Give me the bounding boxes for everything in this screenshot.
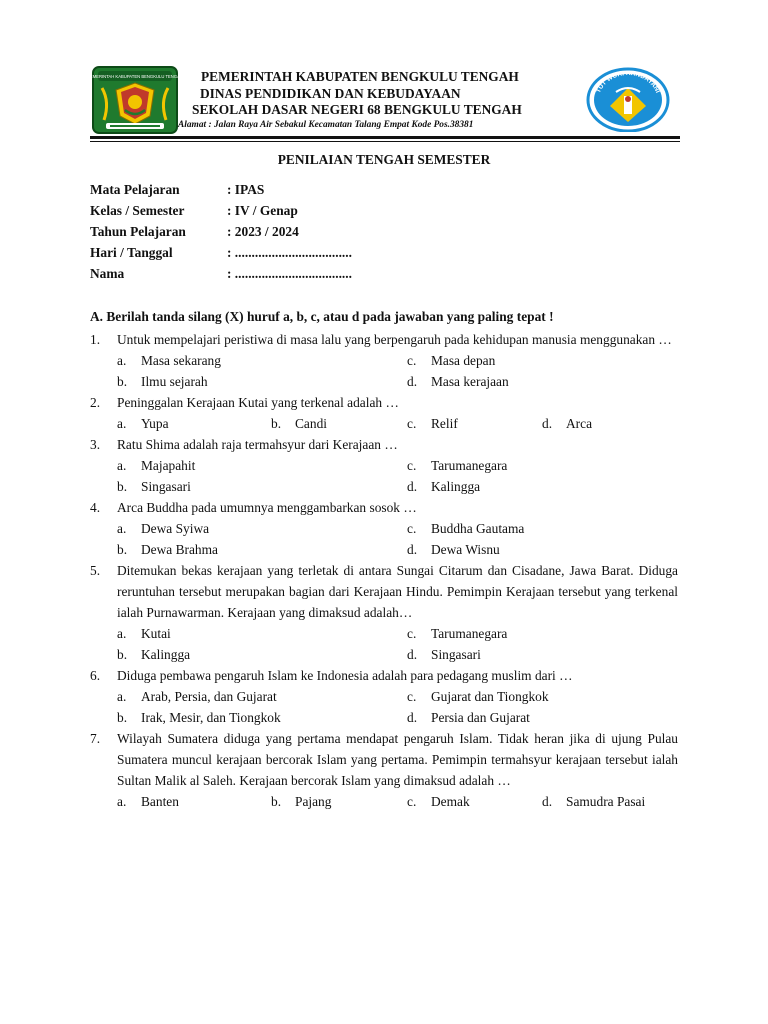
options-row	[117, 413, 678, 434]
option-text: Relif	[431, 416, 458, 431]
option-letter: a.	[117, 689, 127, 704]
answer-option[interactable]	[407, 686, 549, 707]
option-letter: a.	[117, 626, 127, 641]
info-label: Tahun Pelajaran	[90, 224, 186, 239]
option-text: Kutai	[141, 626, 171, 641]
option-text: Singasari	[431, 647, 481, 662]
option-text: Arab, Persia, dan Gujarat	[141, 689, 277, 704]
question-text: Ratu Shima adalah raja termahsyur dari Kerajaan …	[117, 437, 398, 452]
info-label: Kelas / Semester	[90, 203, 185, 218]
question-stem	[90, 560, 678, 623]
option-text: Masa depan	[431, 353, 496, 368]
option-text: Dewa Wisnu	[431, 542, 500, 557]
question-text: Wilayah Sumatera diduga yang pertama mendapat pengaruh Islam. Tidak heran jika di ujung Pulau Sumatera muncul kerajaan bercorak Islam yang pertama. Pemimpin termahsyur kerajaan tersebut ialah Sultan Malik al Saleh. Kerajaan bercorak Islam yang dimaksud adalah …	[117, 731, 678, 788]
question-stem	[90, 392, 678, 413]
answer-option[interactable]	[407, 644, 481, 665]
question-list	[90, 329, 678, 812]
question-item	[90, 665, 678, 728]
info-row	[90, 182, 352, 203]
option-text: Dewa Syiwa	[141, 521, 210, 536]
options-row	[117, 686, 678, 707]
letterhead-address: Alamat : Jalan Raya Air Sebakul Kecamatan Talang Empat Kode Pos.38381	[178, 119, 474, 130]
option-text: Demak	[431, 794, 470, 809]
option-text: Ilmu sejarah	[141, 374, 208, 389]
letterhead-department: DINAS PENDIDIKAN DAN KEBUDAYAAN	[200, 85, 461, 101]
letterhead-rule-thick	[90, 136, 680, 139]
letterhead-rule-thin	[90, 141, 680, 142]
option-letter: b.	[271, 416, 282, 431]
question-number: 6.	[90, 668, 101, 683]
option-letter: d.	[407, 647, 418, 662]
options-row	[117, 791, 678, 812]
question-text: Diduga pembawa pengaruh Islam ke Indonesia adalah para pedagang muslim dari …	[117, 668, 573, 683]
option-letter: d.	[407, 542, 418, 557]
answer-option[interactable]	[117, 539, 218, 560]
answer-option[interactable]	[407, 791, 470, 812]
info-label: Hari / Tanggal	[90, 245, 173, 260]
option-letter: b.	[117, 374, 128, 389]
option-text: Kalingga	[431, 479, 481, 494]
letterhead-school: SEKOLAH DASAR NEGERI 68 BENGKULU TENGAH	[192, 102, 522, 117]
answer-option[interactable]	[117, 623, 171, 644]
question-text: Untuk mempelajari peristiwa di masa lalu yang berpengaruh pada kehidupan manusia menggunakan …	[117, 332, 672, 347]
option-letter: c.	[407, 689, 417, 704]
options-row	[117, 518, 678, 539]
letterhead	[176, 69, 596, 131]
letterhead-government: PEMERINTAH KABUPATEN BENGKULU TENGAH	[201, 69, 519, 84]
question-item	[90, 329, 678, 392]
option-letter: a.	[117, 794, 127, 809]
answer-option[interactable]	[117, 371, 208, 392]
question-number: 2.	[90, 395, 101, 410]
answer-option[interactable]	[407, 413, 458, 434]
answer-option[interactable]	[117, 791, 179, 812]
option-letter: c.	[407, 794, 417, 809]
option-letter: c.	[407, 521, 417, 536]
option-letter: b.	[117, 542, 128, 557]
info-value: : IPAS	[227, 182, 265, 197]
question-number: 5.	[90, 563, 101, 578]
answer-options	[90, 686, 678, 728]
answer-option[interactable]	[117, 518, 209, 539]
answer-option[interactable]	[117, 455, 195, 476]
option-text: Persia dan Gujarat	[431, 710, 530, 725]
option-letter: b.	[271, 794, 282, 809]
question-item	[90, 434, 678, 497]
option-letter: b.	[117, 710, 128, 725]
right-logo-text: TUT WURI HANDAYANI	[595, 69, 662, 95]
info-value: : ...................................	[227, 266, 352, 281]
answer-option[interactable]	[117, 413, 169, 434]
option-letter: d.	[407, 479, 418, 494]
option-letter: d.	[542, 416, 553, 431]
left-logo-text: PEMERINTAH KABUPATEN BENGKULU TENGAH	[87, 74, 183, 79]
option-text: Buddha Gautama	[431, 521, 525, 536]
option-letter: d.	[407, 374, 418, 389]
answer-option[interactable]	[271, 413, 327, 434]
answer-option[interactable]	[117, 476, 191, 497]
answer-option[interactable]	[407, 539, 500, 560]
option-letter: c.	[407, 416, 417, 431]
options-row	[117, 623, 678, 644]
option-text: Majapahit	[141, 458, 196, 473]
answer-options	[90, 518, 678, 560]
question-stem	[90, 497, 678, 518]
option-letter: a.	[117, 416, 127, 431]
answer-options	[90, 350, 678, 392]
answer-option[interactable]	[542, 413, 592, 434]
option-text: Singasari	[141, 479, 191, 494]
question-stem	[90, 329, 678, 350]
options-row	[117, 644, 678, 665]
question-number: 7.	[90, 731, 101, 746]
options-row	[117, 371, 678, 392]
option-letter: a.	[117, 521, 127, 536]
options-row	[117, 707, 678, 728]
answer-option[interactable]	[407, 371, 509, 392]
option-text: Masa kerajaan	[431, 374, 509, 389]
answer-option[interactable]	[117, 644, 190, 665]
answer-options	[90, 791, 678, 812]
option-text: Pajang	[295, 794, 332, 809]
option-text: Irak, Mesir, dan Tiongkok	[141, 710, 281, 725]
info-value: : ...................................	[227, 245, 352, 260]
options-row	[117, 350, 678, 371]
option-text: Yupa	[141, 416, 169, 431]
option-letter: d.	[407, 710, 418, 725]
answer-option[interactable]	[407, 623, 507, 644]
option-letter: a.	[117, 458, 127, 473]
option-text: Masa sekarang	[141, 353, 221, 368]
info-row	[90, 245, 352, 266]
answer-option[interactable]	[407, 455, 507, 476]
info-row	[90, 224, 352, 245]
option-text: Tarumanegara	[431, 626, 508, 641]
question-item	[90, 560, 678, 665]
question-number: 4.	[90, 500, 101, 515]
info-row	[90, 203, 352, 224]
option-text: Dewa Brahma	[141, 542, 218, 557]
answer-option[interactable]	[407, 518, 524, 539]
info-value: : IV / Genap	[227, 203, 298, 218]
section-a-instruction: A. Berilah tanda silang (X) huruf a, b, c, atau d pada jawaban yang paling tepat !	[90, 309, 554, 324]
option-text: Kalingga	[141, 647, 191, 662]
info-label: Nama	[90, 266, 125, 281]
question-item	[90, 728, 678, 812]
answer-option[interactable]	[117, 686, 277, 707]
tut-wuri-handayani-emblem-icon	[586, 66, 670, 132]
option-letter: b.	[117, 647, 128, 662]
answer-option[interactable]	[542, 791, 645, 812]
option-text: Samudra Pasai	[566, 794, 646, 809]
answer-options	[90, 455, 678, 497]
option-letter: d.	[542, 794, 553, 809]
question-text: Peninggalan Kerajaan Kutai yang terkenal adalah …	[117, 395, 399, 410]
answer-option[interactable]	[407, 707, 530, 728]
answer-option[interactable]	[407, 476, 480, 497]
options-row	[117, 476, 678, 497]
question-number: 1.	[90, 332, 101, 347]
info-label: Mata Pelajaran	[90, 182, 180, 197]
option-text: Gujarat dan Tiongkok	[431, 689, 549, 704]
bengkulu-tengah-regency-emblem-icon	[87, 66, 183, 134]
answer-option[interactable]	[407, 350, 495, 371]
option-letter: c.	[407, 626, 417, 641]
option-letter: a.	[117, 353, 127, 368]
answer-options	[90, 413, 678, 434]
answer-option[interactable]	[271, 791, 331, 812]
exam-info	[90, 182, 352, 287]
option-letter: c.	[407, 458, 417, 473]
options-row	[117, 455, 678, 476]
option-letter: b.	[117, 479, 128, 494]
option-text: Candi	[295, 416, 327, 431]
options-row	[117, 539, 678, 560]
question-item	[90, 497, 678, 560]
answer-option[interactable]	[117, 707, 281, 728]
info-row	[90, 266, 352, 287]
question-number: 3.	[90, 437, 101, 452]
question-text: Ditemukan bekas kerajaan yang terletak di antara Sungai Citarum dan Cisadane, Jawa Barat. Diduga reruntuhan tersebut merupakan bagian dari Kerajaan Hindu. Pemimpin Kerajaan tersebut yang terkenal ialah Purnawarman. Kerajaan yang dimaksud adalah…	[117, 563, 678, 620]
answer-options	[90, 623, 678, 665]
option-text: Banten	[141, 794, 179, 809]
question-stem	[90, 728, 678, 791]
question-item	[90, 392, 678, 434]
option-text: Arca	[566, 416, 593, 431]
answer-option[interactable]	[117, 350, 221, 371]
info-value: : 2023 / 2024	[227, 224, 299, 239]
question-stem	[90, 665, 678, 686]
option-letter: c.	[407, 353, 417, 368]
exam-title: PENILAIAN TENGAH SEMESTER	[277, 152, 491, 167]
question-stem	[90, 434, 678, 455]
option-text: Tarumanegara	[431, 458, 508, 473]
question-text: Arca Buddha pada umumnya menggambarkan sosok …	[117, 500, 417, 515]
